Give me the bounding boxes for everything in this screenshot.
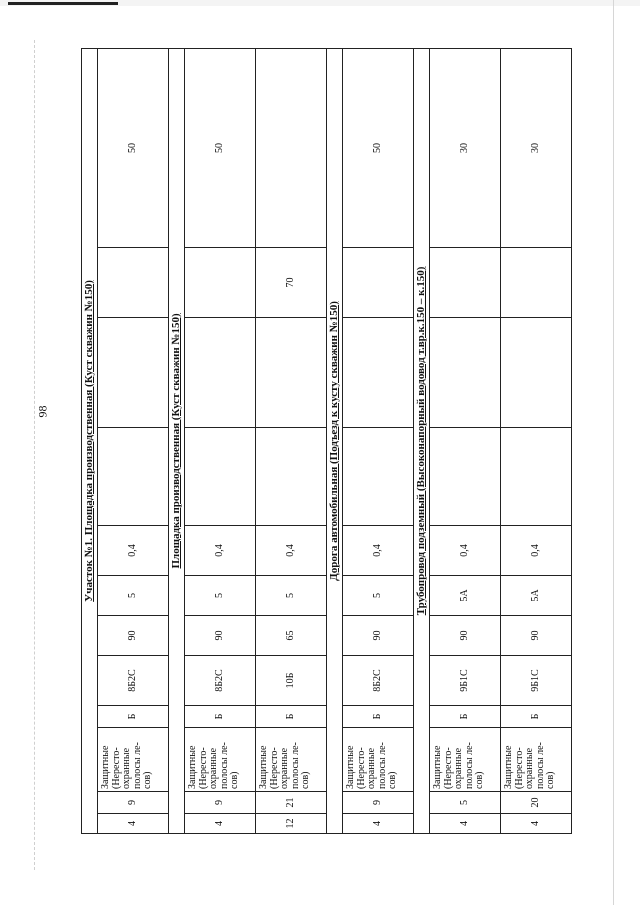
cell-class: 5 (185, 576, 256, 616)
cell-value-b: 50 (185, 48, 256, 247)
cell-empty (256, 428, 327, 526)
section-title: Площадка производственная (Куст скважин №150) (169, 48, 185, 833)
table-row (430, 48, 501, 833)
cell-empty (343, 428, 414, 526)
cell-value-a (343, 248, 414, 318)
cell-value-b: 30 (501, 48, 572, 247)
cell-plot: 9 (343, 792, 414, 814)
cell-forest-type: Защитные (Нересто-охранные полосы ле-сов) (343, 728, 414, 792)
section-header (414, 48, 430, 833)
table-row (501, 48, 572, 833)
cell-forest-type: Защитные (Нересто-охранные полосы ле-сов) (501, 728, 572, 792)
table-row (98, 48, 169, 833)
cell-class: 5 (98, 576, 169, 616)
cell-forest-type: Защитные (Нересто-охранные полосы ле-сов) (430, 728, 501, 792)
cell-quarter: 4 (185, 814, 256, 834)
cell-forest-type: Защитные (Нересто-охранные полосы ле-сов) (256, 728, 327, 792)
inventory-table (81, 48, 572, 834)
cell-plot: 9 (98, 792, 169, 814)
cell-value-a: 70 (256, 248, 327, 318)
table-row (185, 48, 256, 833)
cell-value-a (185, 248, 256, 318)
cell-composition: 9Б1С (501, 656, 572, 706)
cell-plot: 20 (501, 792, 572, 814)
cell-empty (501, 428, 572, 526)
cell-quarter: 12 (256, 814, 327, 834)
cell-empty (501, 318, 572, 428)
cell-quarter: 4 (343, 814, 414, 834)
cell-empty (256, 318, 327, 428)
cell-composition: 8Б2С (98, 656, 169, 706)
cell-value-b (256, 48, 327, 247)
cell-age: 90 (98, 616, 169, 656)
section-title: Трубопровод подземный (Высоконапорный водовод т.вр.к.150 – к.150) (414, 48, 430, 833)
cell-empty (430, 318, 501, 428)
cell-class: 5 (343, 576, 414, 616)
cell-forest-type: Защитные (Нересто-охранные полосы ле-сов) (185, 728, 256, 792)
page-number-text: 98 (35, 405, 50, 418)
cell-value-b: 50 (98, 48, 169, 247)
cell-value-b: 50 (343, 48, 414, 247)
cell-class: 5А (501, 576, 572, 616)
cell-composition: 8Б2С (343, 656, 414, 706)
cell-value-b: 30 (430, 48, 501, 247)
cell-empty (98, 318, 169, 428)
cell-age: 65 (256, 616, 327, 656)
cell-value-a (430, 248, 501, 318)
cell-category: Б (185, 706, 256, 728)
page-edge-left (34, 40, 36, 870)
cell-density: 0,4 (430, 526, 501, 576)
cell-composition: 9Б1С (430, 656, 501, 706)
cell-composition: 10Б (256, 656, 327, 706)
cell-plot: 5 (430, 792, 501, 814)
section-title: Дорога автомобильная (Подъезд к кусту скважин №150) (327, 48, 343, 833)
cell-density: 0,4 (343, 526, 414, 576)
cell-value-a (98, 248, 169, 318)
cell-class: 5А (430, 576, 501, 616)
cell-value-a (501, 248, 572, 318)
cell-forest-type: Защитные (Нересто-охранные полосы ле-сов) (98, 728, 169, 792)
cell-empty (185, 428, 256, 526)
cell-empty (430, 428, 501, 526)
page-edge-right (613, 0, 614, 905)
section-header (327, 48, 343, 833)
cell-plot: 9 (185, 792, 256, 814)
cell-density: 0,4 (256, 526, 327, 576)
cell-category: Б (430, 706, 501, 728)
cell-age: 90 (343, 616, 414, 656)
cell-quarter: 4 (501, 814, 572, 834)
cell-empty (185, 318, 256, 428)
cell-quarter: 4 (430, 814, 501, 834)
cell-category: Б (256, 706, 327, 728)
cell-composition: 8Б2С (185, 656, 256, 706)
cell-age: 90 (430, 616, 501, 656)
cell-plot: 21 (256, 792, 327, 814)
cell-density: 0,4 (501, 526, 572, 576)
rotated-table-container (81, 49, 556, 834)
cell-class: 5 (256, 576, 327, 616)
cell-density: 0,4 (185, 526, 256, 576)
cell-quarter: 4 (98, 814, 169, 834)
table-row (256, 48, 327, 833)
scan-mark (8, 2, 118, 5)
cell-empty (98, 428, 169, 526)
cell-density: 0,4 (98, 526, 169, 576)
cell-category: Б (98, 706, 169, 728)
section-title: Участок №1. Площадка производственная (Куст скважин №150) (82, 48, 98, 833)
cell-age: 90 (501, 616, 572, 656)
page-number (34, 404, 52, 419)
cell-category: Б (343, 706, 414, 728)
cell-age: 90 (185, 616, 256, 656)
table-row (343, 48, 414, 833)
cell-empty (343, 318, 414, 428)
section-header (82, 48, 98, 833)
cell-category: Б (501, 706, 572, 728)
section-header (169, 48, 185, 833)
